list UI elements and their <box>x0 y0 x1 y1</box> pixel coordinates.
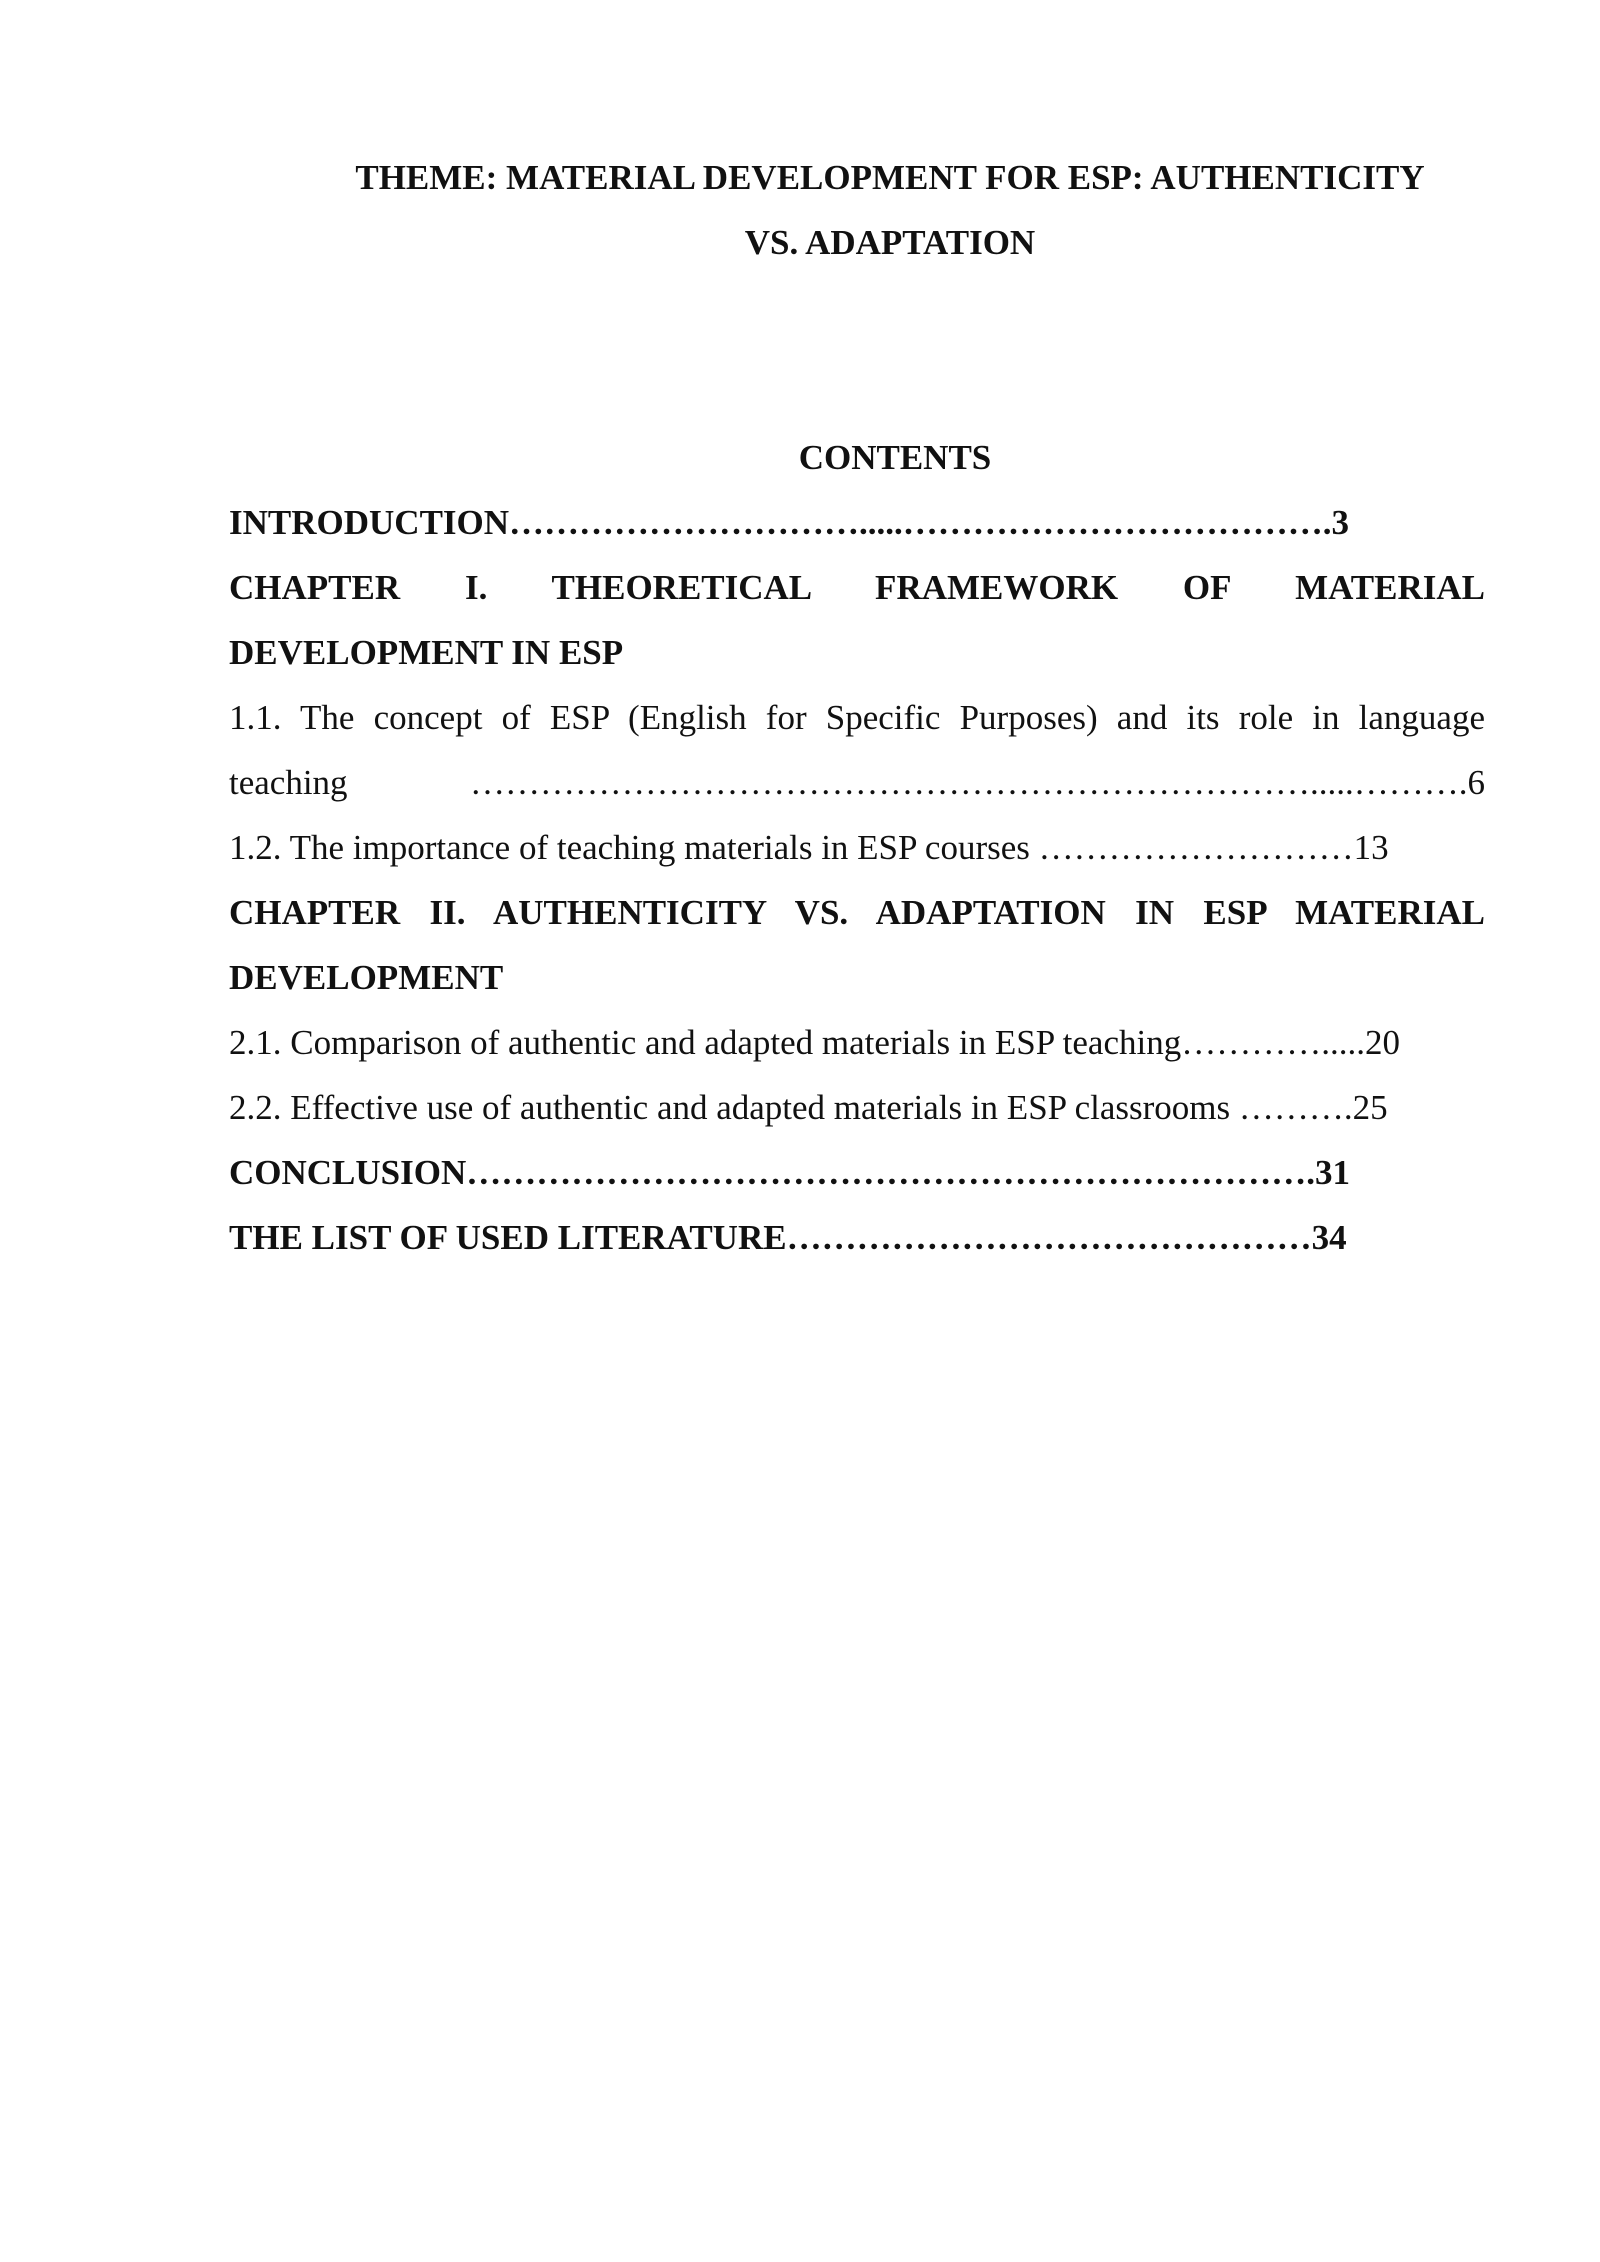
toc-entry-chapter-1 <box>229 555 1485 685</box>
theme-title <box>300 145 1480 275</box>
toc-entry-section-1-2 <box>229 815 1485 880</box>
toc-entry-section-2-2 <box>229 1075 1485 1140</box>
toc-entry-section-2-1 <box>229 1010 1485 1075</box>
toc-entry-label: DEVELOPMENT <box>229 958 504 997</box>
toc-entry-literature <box>229 1205 1485 1270</box>
toc-entry-label: 1.2. The importance of teaching materials in ESP courses ………………………13 <box>229 828 1389 867</box>
toc-entry-label: INTRODUCTION………………………….....……………………………….3 <box>229 503 1350 542</box>
toc-entry-label: DEVELOPMENT IN ESP <box>229 633 624 672</box>
contents-heading: CONTENTS <box>798 438 992 477</box>
theme-title-line-1: THEME: MATERIAL DEVELOPMENT FOR ESP: AUTHENTICITY <box>355 158 1425 197</box>
toc-entry-conclusion <box>229 1140 1485 1205</box>
toc-entry-introduction <box>229 490 1485 555</box>
theme-title-line-2: VS. ADAPTATION <box>744 223 1036 262</box>
toc-entry-label: THE LIST OF USED LITERATURE………………………………………34 <box>229 1218 1347 1257</box>
toc-entry-label: CHAPTER I. THEORETICAL FRAMEWORK OF MATERIAL <box>229 568 1485 607</box>
table-of-contents <box>229 490 1485 1270</box>
toc-entry-label: CONCLUSION……………………………………………………………….31 <box>229 1153 1351 1192</box>
toc-entry-label: 1.1. The concept of ESP (English for Specific Purposes) and its role in language <box>229 698 1485 737</box>
toc-entry-label: teaching ……………………………………………………………….....……….6 <box>229 763 1485 802</box>
toc-entry-label: 2.2. Effective use of authentic and adapted materials in ESP classrooms ……….25 <box>229 1088 1388 1127</box>
toc-entry-label: 2.1. Comparison of authentic and adapted materials in ESP teaching………….....20 <box>229 1023 1400 1062</box>
toc-entry-section-1-1 <box>229 685 1485 815</box>
toc-entry-chapter-2 <box>229 880 1485 1010</box>
toc-entry-label: CHAPTER II. AUTHENTICITY VS. ADAPTATION IN ESP MATERIAL <box>229 893 1485 932</box>
